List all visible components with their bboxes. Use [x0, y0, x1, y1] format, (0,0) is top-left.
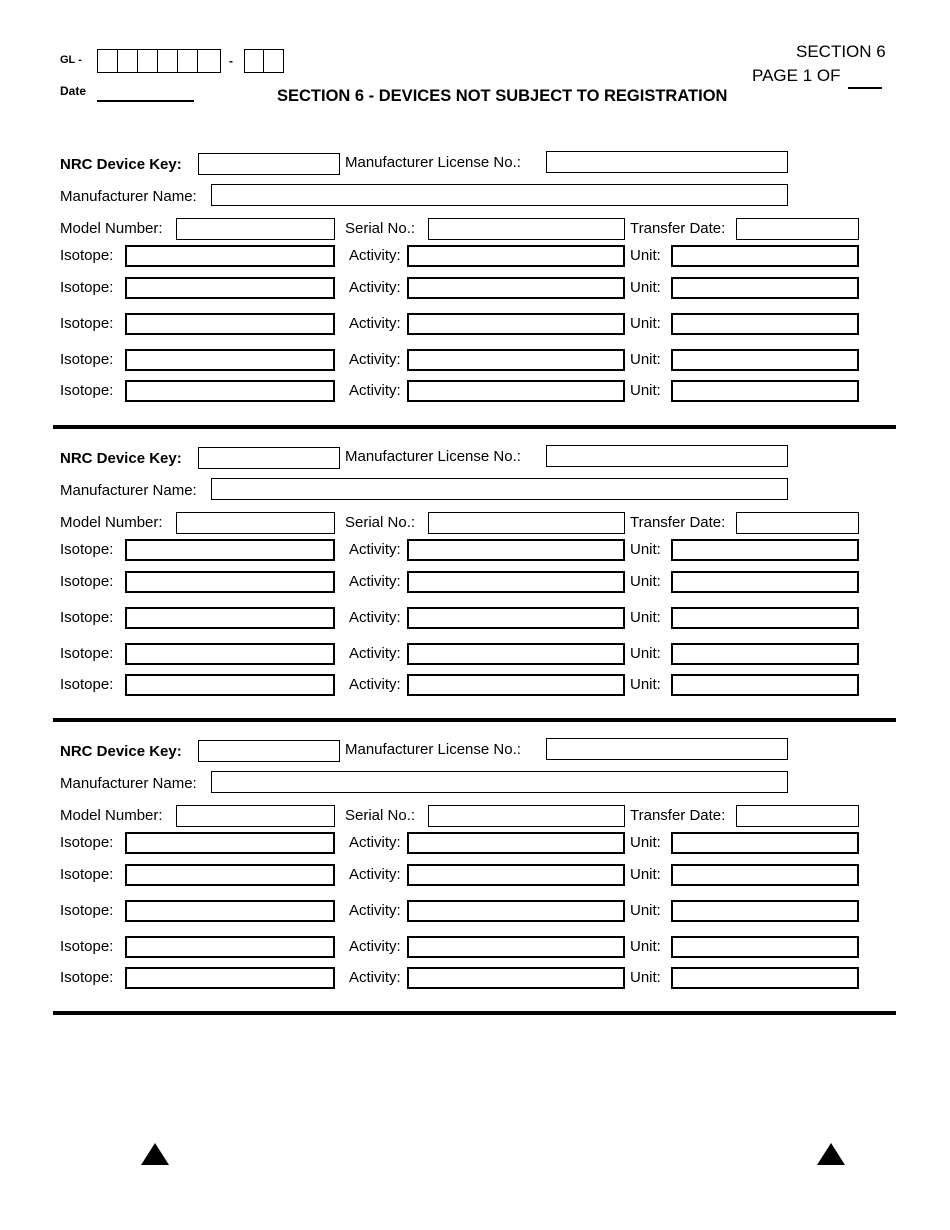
unit-label: Unit: — [630, 938, 661, 955]
transfer-date-label: Transfer Date: — [630, 514, 726, 531]
unit-input[interactable] — [671, 313, 859, 335]
activity-input[interactable] — [407, 539, 625, 561]
activity-input[interactable] — [407, 900, 625, 922]
isotope-label: Isotope: — [60, 969, 114, 986]
isotope-label: Isotope: — [60, 279, 114, 296]
unit-input[interactable] — [671, 607, 859, 629]
gl-number-field[interactable] — [97, 49, 221, 73]
activity-input[interactable] — [407, 380, 625, 402]
nrc-device-key-input[interactable] — [198, 153, 340, 175]
unit-label: Unit: — [630, 247, 661, 264]
activity-input[interactable] — [407, 571, 625, 593]
unit-label: Unit: — [630, 279, 661, 296]
isotope-label: Isotope: — [60, 573, 114, 590]
nrc-device-key-input[interactable] — [198, 740, 340, 762]
registration-mark-left-icon — [141, 1143, 169, 1165]
activity-label: Activity: — [349, 834, 401, 851]
unit-label: Unit: — [630, 573, 661, 590]
section-label: SECTION 6 — [796, 42, 886, 61]
isotope-label: Isotope: — [60, 315, 114, 332]
serial-no-input[interactable] — [428, 512, 625, 534]
isotope-label: Isotope: — [60, 609, 114, 626]
model-number-label: Model Number: — [60, 220, 163, 237]
activity-input[interactable] — [407, 607, 625, 629]
date-label: Date — [60, 84, 87, 98]
serial-no-label: Serial No.: — [345, 807, 416, 824]
unit-input[interactable] — [671, 539, 859, 561]
activity-input[interactable] — [407, 674, 625, 696]
model-number-input[interactable] — [176, 512, 335, 534]
unit-label: Unit: — [630, 969, 661, 986]
isotope-label: Isotope: — [60, 645, 114, 662]
activity-input[interactable] — [407, 277, 625, 299]
unit-input[interactable] — [671, 643, 859, 665]
transfer-date-input[interactable] — [736, 805, 859, 827]
transfer-date-label: Transfer Date: — [630, 220, 726, 237]
manufacturer-name-label: Manufacturer Name: — [60, 188, 197, 205]
activity-label: Activity: — [349, 676, 401, 693]
registration-mark-right-icon — [817, 1143, 845, 1165]
unit-input[interactable] — [671, 277, 859, 299]
activity-label: Activity: — [349, 969, 401, 986]
isotope-label: Isotope: — [60, 902, 114, 919]
isotope-input[interactable] — [125, 539, 335, 561]
model-number-label: Model Number: — [60, 514, 163, 531]
activity-label: Activity: — [349, 902, 401, 919]
activity-label: Activity: — [349, 541, 401, 558]
unit-input[interactable] — [671, 832, 859, 854]
page-total-field[interactable] — [848, 87, 882, 89]
manufacturer-license-label: Manufacturer License No.: — [345, 741, 521, 758]
unit-label: Unit: — [630, 382, 661, 399]
isotope-label: Isotope: — [60, 676, 114, 693]
activity-input[interactable] — [407, 832, 625, 854]
unit-label: Unit: — [630, 609, 661, 626]
isotope-input[interactable] — [125, 571, 335, 593]
manufacturer-license-input[interactable] — [546, 738, 788, 760]
isotope-input[interactable] — [125, 245, 335, 267]
block-divider — [53, 425, 896, 429]
unit-input[interactable] — [671, 571, 859, 593]
manufacturer-name-input[interactable] — [211, 184, 788, 206]
gl-suffix-field[interactable] — [244, 49, 284, 73]
isotope-label: Isotope: — [60, 866, 114, 883]
manufacturer-name-input[interactable] — [211, 478, 788, 500]
transfer-date-input[interactable] — [736, 218, 859, 240]
page-title: SECTION 6 - DEVICES NOT SUBJECT TO REGISTRATION — [277, 87, 728, 105]
unit-input[interactable] — [671, 936, 859, 958]
isotope-input[interactable] — [125, 607, 335, 629]
activity-label: Activity: — [349, 645, 401, 662]
activity-label: Activity: — [349, 247, 401, 264]
unit-input[interactable] — [671, 967, 859, 989]
transfer-date-input[interactable] — [736, 512, 859, 534]
unit-input[interactable] — [671, 674, 859, 696]
manufacturer-name-label: Manufacturer Name: — [60, 482, 197, 499]
unit-input[interactable] — [671, 900, 859, 922]
activity-label: Activity: — [349, 315, 401, 332]
manufacturer-license-label: Manufacturer License No.: — [345, 154, 521, 171]
isotope-input[interactable] — [125, 864, 335, 886]
activity-label: Activity: — [349, 279, 401, 296]
serial-no-input[interactable] — [428, 805, 625, 827]
nrc-device-key-label: NRC Device Key: — [60, 743, 182, 760]
isotope-input[interactable] — [125, 643, 335, 665]
isotope-input[interactable] — [125, 832, 335, 854]
activity-input[interactable] — [407, 864, 625, 886]
isotope-input[interactable] — [125, 313, 335, 335]
unit-label: Unit: — [630, 315, 661, 332]
unit-label: Unit: — [630, 645, 661, 662]
isotope-label: Isotope: — [60, 382, 114, 399]
unit-input[interactable] — [671, 864, 859, 886]
isotope-label: Isotope: — [60, 351, 114, 368]
isotope-label: Isotope: — [60, 834, 114, 851]
manufacturer-license-label: Manufacturer License No.: — [345, 448, 521, 465]
block-divider — [53, 718, 896, 722]
page-label: PAGE 1 OF — [752, 66, 841, 85]
isotope-input[interactable] — [125, 674, 335, 696]
serial-no-label: Serial No.: — [345, 220, 416, 237]
isotope-label: Isotope: — [60, 541, 114, 558]
model-number-input[interactable] — [176, 805, 335, 827]
nrc-device-key-input[interactable] — [198, 447, 340, 469]
unit-label: Unit: — [630, 866, 661, 883]
activity-input[interactable] — [407, 349, 625, 371]
serial-no-label: Serial No.: — [345, 514, 416, 531]
activity-label: Activity: — [349, 866, 401, 883]
manufacturer-name-label: Manufacturer Name: — [60, 775, 197, 792]
manufacturer-license-input[interactable] — [546, 151, 788, 173]
unit-input[interactable] — [671, 380, 859, 402]
gl-dash: - — [229, 54, 233, 68]
activity-label: Activity: — [349, 382, 401, 399]
unit-label: Unit: — [630, 541, 661, 558]
block-divider — [53, 1011, 896, 1015]
manufacturer-name-input[interactable] — [211, 771, 788, 793]
unit-input[interactable] — [671, 349, 859, 371]
unit-label: Unit: — [630, 676, 661, 693]
gl-label: GL - — [60, 54, 82, 66]
activity-label: Activity: — [349, 609, 401, 626]
nrc-device-key-label: NRC Device Key: — [60, 156, 182, 173]
model-number-input[interactable] — [176, 218, 335, 240]
activity-input[interactable] — [407, 936, 625, 958]
manufacturer-license-input[interactable] — [546, 445, 788, 467]
serial-no-input[interactable] — [428, 218, 625, 240]
activity-input[interactable] — [407, 245, 625, 267]
unit-label: Unit: — [630, 834, 661, 851]
activity-label: Activity: — [349, 351, 401, 368]
isotope-input[interactable] — [125, 900, 335, 922]
unit-label: Unit: — [630, 902, 661, 919]
isotope-input[interactable] — [125, 936, 335, 958]
isotope-input[interactable] — [125, 380, 335, 402]
isotope-label: Isotope: — [60, 938, 114, 955]
activity-label: Activity: — [349, 573, 401, 590]
isotope-label: Isotope: — [60, 247, 114, 264]
unit-input[interactable] — [671, 245, 859, 267]
unit-label: Unit: — [630, 351, 661, 368]
model-number-label: Model Number: — [60, 807, 163, 824]
activity-input[interactable] — [407, 313, 625, 335]
isotope-input[interactable] — [125, 349, 335, 371]
nrc-device-key-label: NRC Device Key: — [60, 450, 182, 467]
transfer-date-label: Transfer Date: — [630, 807, 726, 824]
activity-input[interactable] — [407, 643, 625, 665]
isotope-input[interactable] — [125, 277, 335, 299]
isotope-input[interactable] — [125, 967, 335, 989]
date-field[interactable] — [97, 100, 194, 102]
activity-label: Activity: — [349, 938, 401, 955]
activity-input[interactable] — [407, 967, 625, 989]
